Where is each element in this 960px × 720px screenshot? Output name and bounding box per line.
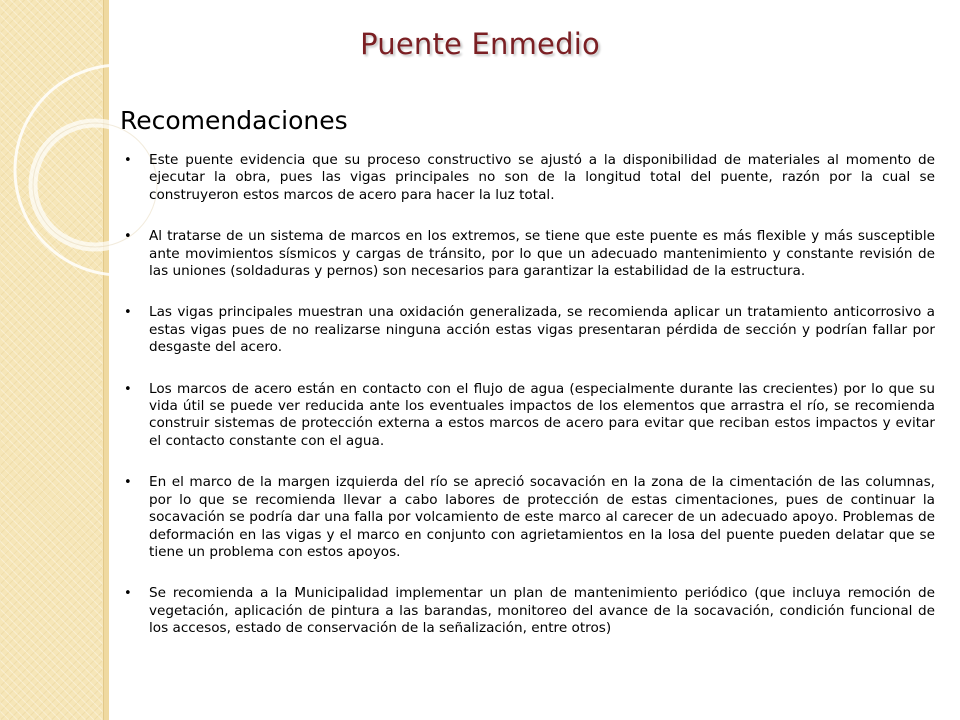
list-item-text: Al tratarse de un sistema de marcos en los extremos, se tiene que este puente es más flexible y más susceptible ante movimientos sísmicos y cargas de tránsito, por lo que un adecuado mantenimiento y constante revisión de las uniones (soldaduras y pernos) son necesarios para garantizar la estabilidad de la estructura.: [149, 228, 935, 280]
page-title: Puente Enmedio: [360, 27, 600, 61]
bullet-icon: •: [124, 381, 132, 397]
list-item: [120, 585, 935, 637]
list-item: [120, 381, 935, 451]
bullet-icon: •: [124, 586, 132, 602]
list-item-text: Este puente evidencia que su proceso constructivo se ajustó a la disponibilidad de materiales al momento de ejecutar la obra, pues las vigas principales no son de la longitud total del puente, razón por la cual se construyeron estos marcos de acero para hacer la luz total.: [149, 152, 935, 203]
list-item: [120, 228, 935, 280]
bullet-icon: •: [124, 229, 132, 245]
list-item-text: En el marco de la margen izquierda del río se apreció socavación en la zona de la cimentación de las columnas, por lo que se recomienda llevar a cabo labores de protección de estas cimentaciones, pues de continuar la socavación se podría dar una falla por volcamiento de este marco al carecer de un adecuado apoyo. Problemas de deformación en las vigas y el marco en conjunto con agrietamientos en la losa del puente pueden delatar que se tiene un problema con estos apoyos.: [149, 474, 935, 560]
section-heading: Recomendaciones: [120, 106, 348, 135]
list-item: [120, 474, 935, 561]
list-item: [120, 304, 935, 356]
list-item: [120, 152, 935, 204]
decorative-side-band: [0, 0, 103, 720]
recommendations-list: [120, 152, 935, 662]
bullet-icon: •: [124, 305, 132, 321]
list-item-text: Los marcos de acero están en contacto con el flujo de agua (especialmente durante las crecientes) por lo que su vida útil se puede ver reducida ante los eventuales impactos de los elementos que arrastra el río, se recomienda construir sistemas de protección externa a estos marcos de acero para evitar que reciban estos impactos y evitar el contacto constante con el agua.: [149, 380, 935, 449]
bullet-icon: •: [124, 475, 132, 491]
list-item-text: Se recomienda a la Municipalidad implementar un plan de mantenimiento periódico (que incluya remoción de vegetación, aplicación de pintura a las barandas, monitoreo del avance de la socavación, condición funcional de los accesos, estado de conservación de la señalización, entre otros): [149, 585, 935, 637]
side-band-edge: [103, 0, 109, 720]
list-item-text: Las vigas principales muestran una oxidación generalizada, se recomienda aplicar un tratamiento anticorrosivo a estas vigas pues de no realizarse ninguna acción estas vigas presentaran pérdida de sección y podrían fallar por desgaste del acero.: [149, 304, 935, 356]
bullet-icon: •: [124, 153, 132, 168]
